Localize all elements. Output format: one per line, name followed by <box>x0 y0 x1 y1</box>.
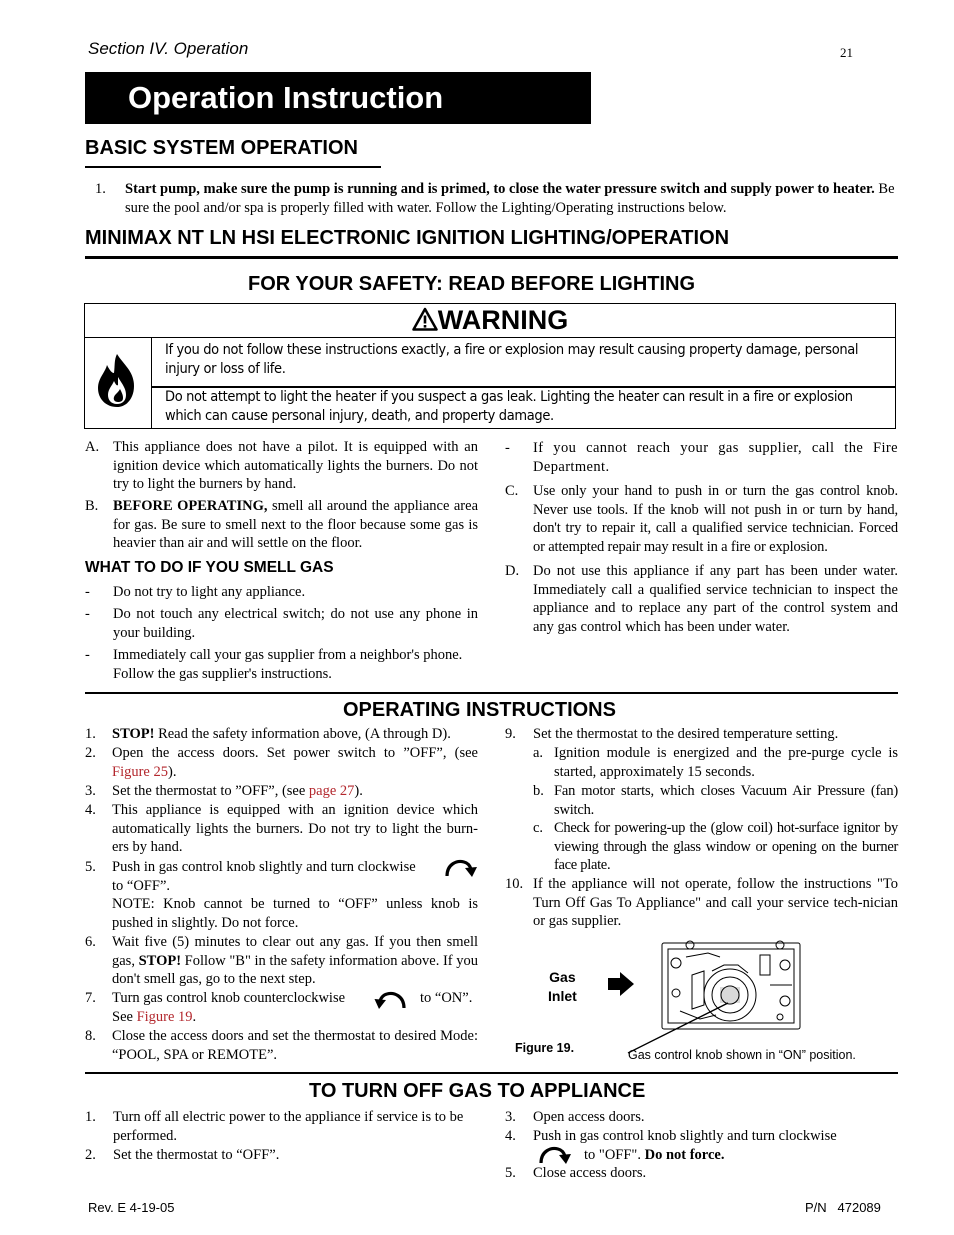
basic-step-bold: Start pump, make sure the pump is running and is primed, to close the water pressure switch and supply power to heater. <box>125 181 875 197</box>
clockwise-arrow-icon <box>442 856 478 880</box>
gas-inlet-line: Gas <box>549 969 576 985</box>
substep-text: Ignition module is energized and the pre-purge cycle is started, approximately 15 seconds. <box>554 745 898 780</box>
bullet-dash: - <box>85 647 90 663</box>
step-number: 2. <box>85 745 96 761</box>
figure-19-link[interactable]: Figure 19 <box>136 1008 193 1025</box>
operating-heading: OPERATING INSTRUCTIONS <box>343 699 616 721</box>
step-end: ). <box>167 763 177 780</box>
smell-gas-heading: WHAT TO DO IF YOU SMELL GAS <box>85 559 334 576</box>
step-text <box>112 782 478 801</box>
turnoff-step-4-cont <box>584 1146 724 1165</box>
step-number: 4. <box>505 1128 516 1144</box>
item-label: C. <box>505 483 519 499</box>
basic-underline <box>85 166 381 168</box>
minimax-rule <box>85 256 898 259</box>
bullet-text: Immediately call your gas supplier from a neighbor's phone. Follow the gas supplier's instructions. <box>113 647 463 682</box>
basic-step-rest: Be sure the pool and/or spa is properly filled with water. Follow the Lighting/Operating instructions below. <box>125 181 895 216</box>
step-number: 2. <box>85 1147 96 1163</box>
step-rest: See <box>112 1008 137 1025</box>
basic-step-text <box>125 180 895 217</box>
step-number: 3. <box>85 783 96 799</box>
step-number: 1. <box>85 726 96 742</box>
step-text: Close access doors. <box>533 1165 647 1181</box>
bullet-dash: - <box>85 606 90 622</box>
step-text <box>112 725 478 744</box>
page-title: Operation Instruction <box>128 80 444 115</box>
part-number: P/N 472089 <box>805 1200 881 1215</box>
warning-title: WARNING <box>437 305 569 335</box>
step-number: 3. <box>505 1109 516 1125</box>
bullet-dash: - <box>85 584 90 600</box>
step-text <box>112 744 478 781</box>
step-number: 5. <box>505 1165 516 1181</box>
step-text: Open access doors. <box>533 1109 645 1125</box>
substep-label: a. <box>533 745 544 761</box>
safety-heading: FOR YOUR SAFETY: READ BEFORE LIGHTING <box>248 273 696 295</box>
gas-inlet-label <box>548 968 577 1006</box>
step-text: If the appliance will not operate, follow the instructions "To Turn Off Gas To Appliance" and call your service tech-nician or gas supplier. <box>533 876 898 930</box>
page-27-link[interactable]: page 27 <box>308 783 355 799</box>
warning-box <box>84 303 896 429</box>
step-number: 1. <box>95 181 106 197</box>
warning-header <box>85 304 895 338</box>
item-text <box>113 497 478 553</box>
step-text: Set the thermostat to “OFF”. <box>113 1147 280 1163</box>
step-number: 7. <box>85 990 96 1006</box>
step-number: 4. <box>85 802 96 818</box>
bullet-text: Do not try to light any appliance. <box>113 584 306 600</box>
warning-text-2: Do not attempt to light the heater if you suspect a gas leak. Lighting the heater can result in a fire or explosion which can cause personal injury, death, and property damage. <box>165 389 853 424</box>
bullet-text: If you cannot reach your gas supplier, call the Fire Department. <box>533 440 898 475</box>
step-number: 10. <box>505 876 524 892</box>
step-note: NOTE: Knob cannot be turned to “OFF” unless knob is pushed in slightly. Do not force. <box>112 896 478 931</box>
item-text: This appliance does not have a pilot. It is equipped with an ignition device which automatically lights the burners. Do not try to light the burners by hand. <box>113 439 478 493</box>
step-text <box>112 989 478 1026</box>
item-label: B. <box>85 498 99 514</box>
warning-triangle-icon <box>412 307 438 331</box>
step-rest: Open the access doors. Set power switch to ”OFF”, (see <box>112 745 478 761</box>
turnoff-rule <box>85 1072 898 1074</box>
step-rest: Read the safety information above, (A through D). <box>154 726 451 742</box>
figure-label: Figure 19. <box>515 1041 575 1055</box>
item-label: D. <box>505 563 520 579</box>
turnoff-heading: TO TURN OFF GAS TO APPLIANCE <box>309 1080 646 1102</box>
title-bar <box>85 72 591 124</box>
step-rest: Push in gas control knob slightly and turn clockwise <box>112 859 416 875</box>
step-bold: STOP! <box>112 726 155 742</box>
fire-icon <box>93 351 143 411</box>
substep-text: Fan motor starts, which closes Vacuum Air Pressure (fan) switch. <box>554 783 898 818</box>
substep-text: Check for powering-up the (glow coil) hot-surface ignitor by viewing through the glass window or opening on the burner face plate. <box>554 820 898 874</box>
step-rest: Set the thermostat to ”OFF”, (see <box>112 783 309 799</box>
step-text <box>112 933 478 989</box>
step-rest: Follow "B" in the safety information above. If you don't smell gas, go to the next step. <box>112 952 478 988</box>
substep-label: b. <box>533 783 544 799</box>
substep-label: c. <box>533 820 544 836</box>
warning-text-1: If you do not follow these instructions exactly, a fire or explosion may result causing property damage, personal injury or loss of life. <box>165 342 859 377</box>
step-cont: to “OFF”. <box>112 877 170 894</box>
counterclockwise-arrow-icon <box>374 988 410 1012</box>
operating-rule <box>85 692 898 694</box>
bullet-text: Do not touch any electrical switch; do not use any phone in your building. <box>113 606 478 641</box>
step-end: . <box>192 1008 197 1025</box>
gas-inlet-line: Inlet <box>548 988 577 1004</box>
step-text: Set the thermostat to the desired temperature setting. <box>533 726 839 742</box>
item-rest: smell all around the appliance area for gas. Be sure to smell next to the floor because some gas is heavier than air and will settle on the floor. <box>113 498 479 552</box>
step-text: Close the access doors and set the thermostat to desired Mode: “POOL, SPA or REMOTE”. <box>112 1028 478 1063</box>
item-text: Do not use this appliance if any part has been under water. Immediately call a qualified service technician to inspect the appliance and to replace any part of the control system and any gas control which has been under water. <box>533 563 898 635</box>
warning-icon-cell <box>85 337 152 428</box>
step-number: 1. <box>85 1109 96 1125</box>
step-text <box>112 858 478 932</box>
gas-valve-illustration <box>620 935 810 1060</box>
bullet-dash: - <box>505 440 510 456</box>
step-cont: to "OFF". <box>584 1147 645 1163</box>
figure-caption: Gas control knob shown in “ON” position. <box>628 1048 856 1062</box>
step-number: 6. <box>85 934 96 950</box>
step-number: 8. <box>85 1028 96 1044</box>
step-end: ). <box>354 783 363 799</box>
minimax-heading: MINIMAX NT LN HSI ELECTRONIC IGNITION LIGHTING/OPERATION <box>85 227 730 249</box>
step-text: Turn off all electric power to the appliance if service is to be performed. <box>113 1109 464 1144</box>
item-label: A. <box>85 439 100 455</box>
section-header: Section IV. Operation <box>88 39 249 58</box>
step-bold: STOP! <box>138 952 182 969</box>
step-rest: Wait five (5) minutes to clear out any gas. If you then smell gas, <box>112 934 478 969</box>
step-number: 9. <box>505 726 516 742</box>
step-bold: Do not force. <box>644 1147 725 1163</box>
item-bold: BEFORE OPERATING, <box>113 498 268 514</box>
revision: Rev. E 4-19-05 <box>88 1200 175 1215</box>
figure-25-link[interactable]: Figure 25 <box>112 763 168 780</box>
item-text: Use only your hand to push in or turn the gas control knob. Never use tools. If the knob will not push in or turn by hand, don't try to repair it, call a qualified service technician. Forced or attempted repair may result in a fire or explosion. <box>533 483 898 555</box>
step-cont: to “ON”. <box>420 990 473 1006</box>
step-rest: Turn gas control knob counterclockwise <box>112 990 346 1006</box>
step-number: 5. <box>85 859 96 875</box>
step-text: This appliance is equipped with an ignition device which automatically lights the burners. Do not try to light the burn-ers by hand. <box>112 802 478 856</box>
basic-heading: BASIC SYSTEM OPERATION <box>85 137 358 159</box>
page-number: 21 <box>840 45 853 60</box>
step-text: Push in gas control knob slightly and turn clockwise <box>533 1128 837 1144</box>
